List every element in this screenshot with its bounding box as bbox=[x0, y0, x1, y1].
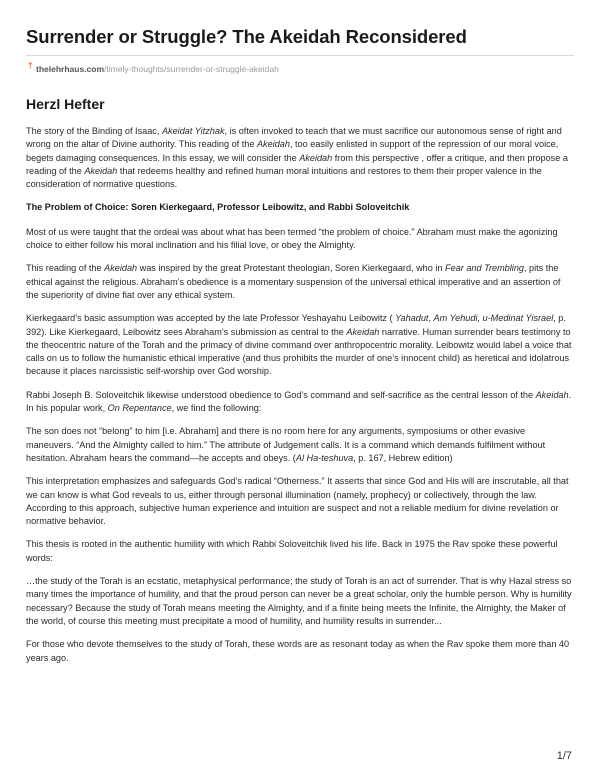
text-run: The Problem of Choice: Soren Kierkegaard, Professor Leibowitz, and Rabbi Soloveitchik bbox=[26, 202, 410, 213]
italic-text: Yahadut bbox=[395, 313, 429, 324]
text-run: , bbox=[428, 313, 434, 324]
italic-text: Al Ha-teshuva bbox=[295, 452, 354, 463]
italic-text: Akeidat Yitzhak bbox=[161, 126, 225, 136]
italic-text: Akeidah bbox=[299, 152, 333, 163]
section-heading bbox=[26, 201, 574, 214]
italic-text: Akeidah bbox=[84, 165, 118, 176]
source-path: /timely-thoughts/surrender-or-struggle-akeidah bbox=[104, 64, 279, 74]
text-run: Rabbi Joseph B. Soloveitchik likewise understood obedience to God’s command and self-sacrifice as the central lesson of the bbox=[26, 389, 536, 400]
italic-text: Fear and Trembling bbox=[445, 263, 524, 274]
paragraph bbox=[26, 226, 574, 253]
text-run: , too easily enlisted in support of the repression of our moral voice, begets damaging consequences. In this essay, we will consider the bbox=[26, 139, 559, 163]
source-mark-icon: † bbox=[28, 61, 33, 70]
text-run: from this perspective , offer a critique, and then propose a reading of the bbox=[26, 152, 568, 176]
text-run: , p. 392). Like Kierkegaard, Leibowitz sees Abraham’s submission as central to the bbox=[26, 313, 566, 337]
paragraph bbox=[26, 125, 574, 191]
text-run: . In his popular work, bbox=[26, 389, 572, 414]
paragraph bbox=[26, 638, 574, 665]
text-run: , p. 167, Hebrew edition) bbox=[353, 452, 453, 463]
text-run: , we find the following: bbox=[171, 403, 262, 414]
text-run: was inspired by the great Protestant theologian, Soren Kierkegaard, who in bbox=[137, 263, 446, 274]
paragraph bbox=[26, 262, 574, 302]
text-run: narrative. Human surrender bears testimony to the theocentric nature of the Torah and the primacy of divine command over anthropocentric morality. Leibowitz would label a voice that calls on us to follow the humanistic ethical imperative (and thus prohibits the murder of one’s innocent child) as heretical and idolatrous because it places narcissistic self-worship over God worship. bbox=[26, 326, 572, 377]
title-divider bbox=[26, 55, 574, 56]
paragraph bbox=[26, 389, 574, 416]
source-domain: thelehrhaus.com bbox=[36, 64, 105, 74]
text-run: , pits the ethical against the religious. Abraham’s obedience is a momentary suspension of the universal ethical imperative and an assertion of the superiority of divine fiat over any ethical system. bbox=[26, 263, 561, 300]
text-run: Kierkegaard’s basic assumption was accepted by the late Professor Yeshayahu Leibowitz ( bbox=[26, 313, 396, 324]
italic-text: Akeidah bbox=[535, 389, 569, 400]
text-run: This thesis is rooted in the authentic humility with which Rabbi Soloveitchik lived his life. Back in 1975 the Rav spoke these powerful words: bbox=[26, 539, 558, 563]
paragraph bbox=[26, 475, 574, 528]
block-quote bbox=[26, 575, 574, 628]
paragraph bbox=[26, 538, 574, 565]
article-body bbox=[26, 96, 574, 675]
text-run: …the study of the Torah is an ecstatic, metaphysical performance; the study of Torah is an act of surrender. That is why Hazal stress so many times the importance of humility, and that the proud person can never be a great scholar, only the humble person. Why is humility necessary? Because the study of Torah means meeting the Almighty, and if a finite being meets the Infinite, the Almighty, the Maker of the world, of course this meeting must precipitate a mood of humility, and humility results in surrender... bbox=[26, 576, 572, 626]
text-run: The story of the Binding of Isaac, bbox=[26, 126, 162, 136]
block-quote bbox=[26, 425, 574, 465]
author-name: Herzl Hefter bbox=[26, 96, 105, 112]
text-run: This reading of the bbox=[26, 263, 105, 274]
text-run: For those who devote themselves to the study of Torah, these words are as resonant today as when the Rav spoke them more than 40 years ago. bbox=[26, 639, 570, 663]
text-run: Most of us were taught that the ordeal was about what has been termed “the problem of choice.” Abraham must make the agonizing choice to either follow his moral inclination and his filial love, or obey the Almighty. bbox=[26, 226, 558, 251]
italic-text: On Repentance bbox=[107, 403, 172, 414]
italic-text: Am Yehudi, u-Medinat Yisrael bbox=[433, 313, 554, 324]
text-run: The son does not “belong” to him [i.e. Abraham] and there is no room here for any arguments, symposiums or other evasive maneuvers. “And the Almighty called to him.” The attribute of Judgement calls. It is a command which demands fulfilment without hesitation. Abraham hears the command—he accepts and obeys. ( bbox=[26, 426, 546, 463]
page-number: 1/7 bbox=[556, 750, 572, 762]
text-run: , is often invoked to teach that we must sacrifice our autonomous sense of right and wrong on the altar of Divine authority. This reading of the bbox=[26, 126, 562, 150]
paragraph bbox=[26, 312, 574, 378]
source-url[interactable] bbox=[28, 61, 279, 74]
italic-text: Akeidah bbox=[256, 139, 290, 150]
page-title: Surrender or Struggle? The Akeidah Reconsidered bbox=[26, 26, 467, 47]
text-run: This interpretation emphasizes and safeguards God’s radical “Otherness.” It asserts that since God and His will are inscrutable, all that we can know is what God reveals to us, either through personal illumination (namely, prophecy) or collectively, through the law. According to this approach, subjective human experience and intuition are suspect and not a reliable medium for divine revelation or normative behavior. bbox=[26, 476, 569, 527]
text-run: that redeems healthy and refined human moral intuitions and restores to them their proper valence in the consideration of normative questions. bbox=[26, 165, 542, 190]
italic-text: Akeidah bbox=[346, 326, 380, 337]
italic-text: Akeidah bbox=[104, 263, 138, 274]
